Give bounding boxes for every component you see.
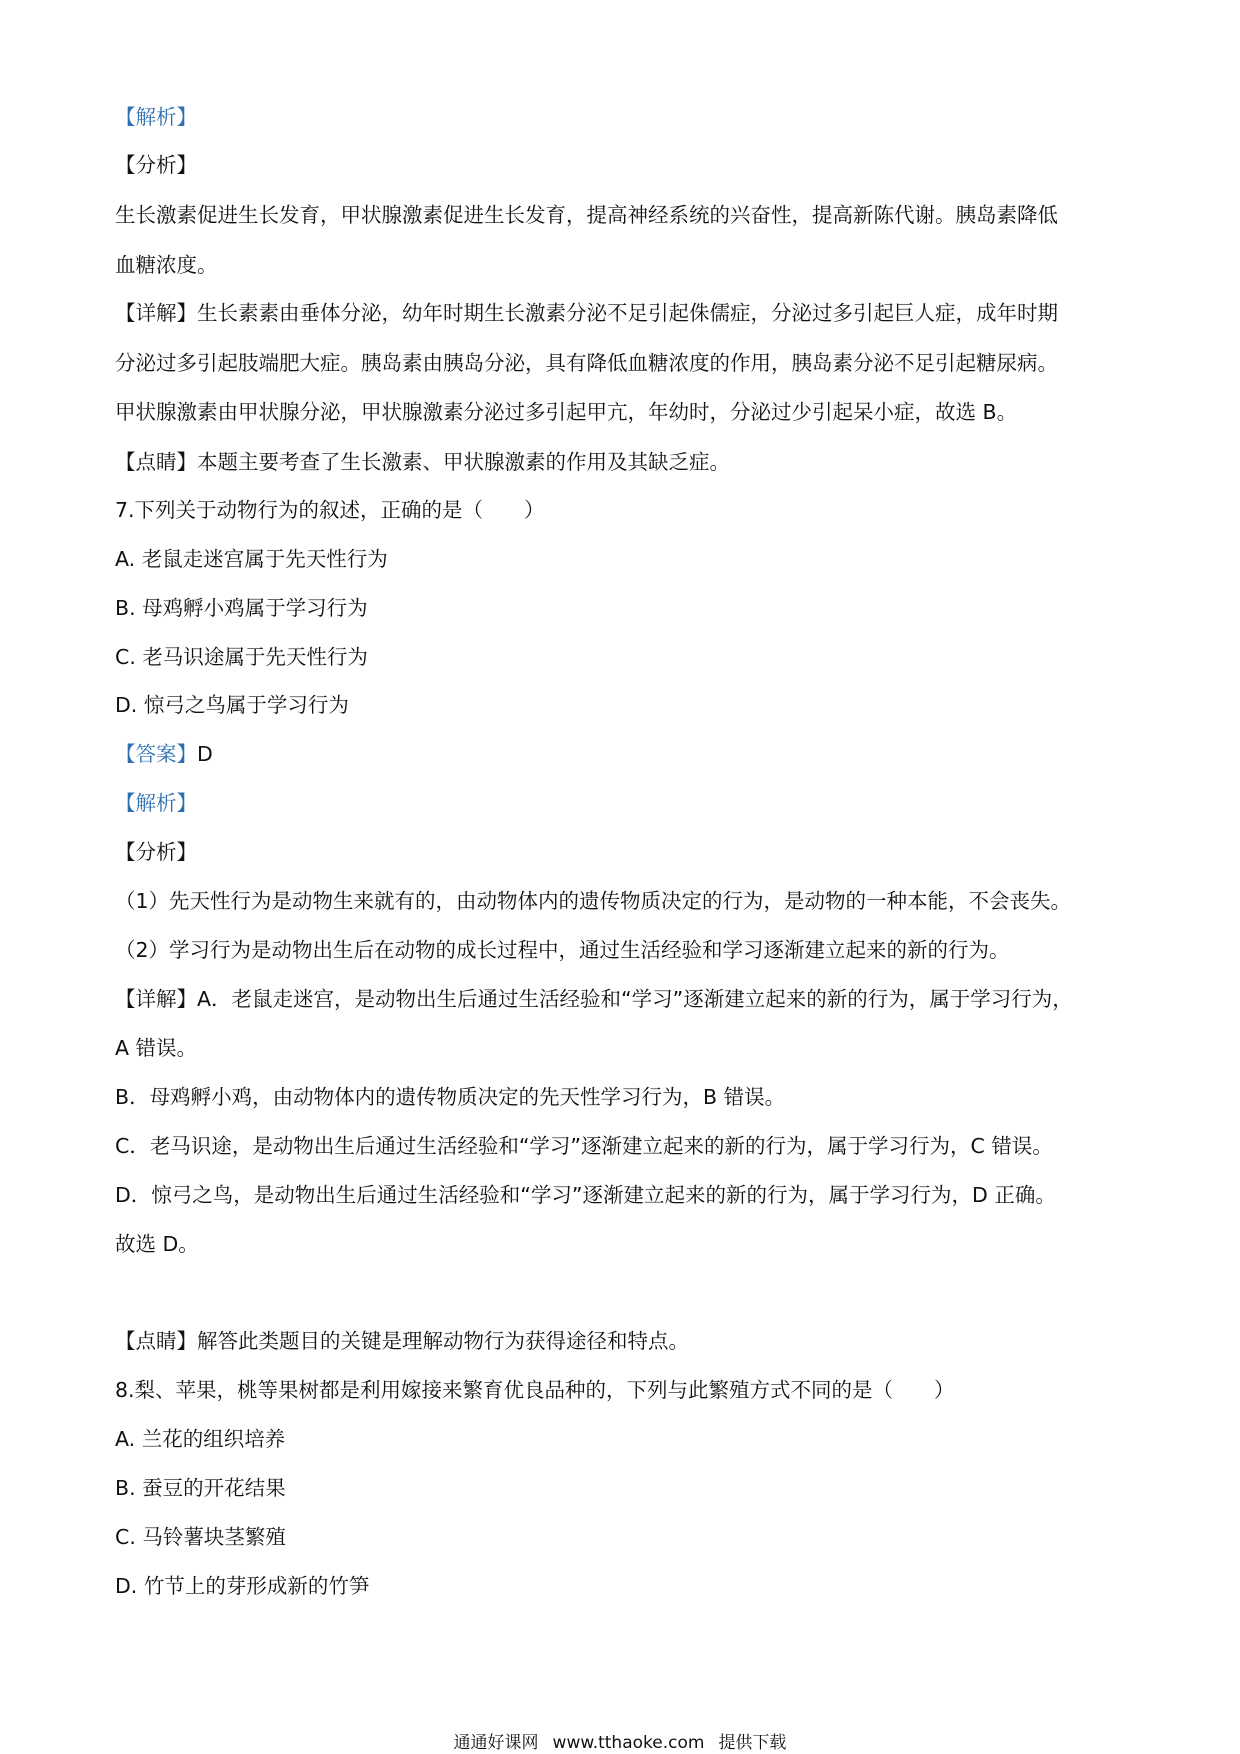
question-8-option-c: C. 马铃薯块茎繁殖 [115, 1525, 286, 1549]
detail-text: D．惊弓之鸟，是动物出生后通过生活经验和“学习”逐渐建立起来的新的行为，属于学习行为，D 正确。 [115, 1183, 1056, 1207]
fenxi-text: 生长激素促进生长发育，甲状腺激素促进生长发育，提高神经系统的兴奋性，提高新陈代谢。胰岛素降低 [115, 203, 1058, 227]
fenxi-text: 血糖浓度。 [115, 253, 218, 277]
question-7-option-a: A. 老鼠走迷宫属于先天性行为 [115, 547, 388, 571]
question-7-option-c: C. 老马识途属于先天性行为 [115, 645, 368, 669]
question-8-option-d: D. 竹节上的芽形成新的竹笋 [115, 1574, 370, 1598]
page-footer [0, 1732, 1240, 1754]
footer-site-name: 通通好课网 [453, 1733, 539, 1753]
question-7-stem: 7.下列关于动物行为的叙述，正确的是（ ） [115, 498, 545, 522]
answer-paragraph [115, 739, 213, 769]
question-8-stem: 8.梨、苹果，桃等果树都是利用嫁接来繁育优良品种的，下列与此繁殖方式不同的是（ ） [115, 1378, 955, 1402]
question-7-option-d: D. 惊弓之鸟属于学习行为 [115, 693, 349, 717]
detail-paragraph [115, 298, 1058, 328]
detail-text: A．老鼠走迷宫，是动物出生后通过生活经验和“学习”逐渐建立起来的新的行为，属于学习行为， [197, 987, 1073, 1011]
comment-tag: 【点睛】 [115, 1329, 197, 1353]
comment-paragraph [115, 1326, 689, 1356]
answer-value: D [197, 742, 213, 766]
fenxi-text: （2）学习行为是动物出生后在动物的成长过程中，通过生活经验和学习逐渐建立起来的新的行为。 [115, 938, 1010, 962]
detail-text: A 错误。 [115, 1036, 198, 1060]
detail-text: 故选 D。 [115, 1232, 199, 1256]
detail-paragraph [115, 984, 1073, 1014]
comment-tag: 【点睛】 [115, 450, 197, 474]
comment-text: 解答此类题目的关键是理解动物行为获得途径和特点。 [197, 1329, 689, 1353]
fenxi-tag: 【分析】 [115, 840, 197, 864]
detail-text: 分泌过多引起肢端肥大症。胰岛素由胰岛分泌，具有降低血糖浓度的作用，胰岛素分泌不足引起糖尿病。 [115, 351, 1058, 375]
detail-text: 甲状腺激素由甲状腺分泌，甲状腺激素分泌过多引起甲亢，年幼时，分泌过少引起呆小症，故选 B。 [115, 400, 1018, 424]
detail-text: 生长素素由垂体分泌，幼年时期生长激素分泌不足引起侏儒症，分泌过多引起巨人症，成年时期 [197, 301, 1058, 325]
detail-tag: 【详解】 [115, 301, 197, 325]
fenxi-tag: 【分析】 [115, 153, 197, 177]
footer-url[interactable]: www.tthaoke.com [552, 1733, 705, 1753]
question-8-option-a: A. 兰花的组织培养 [115, 1427, 286, 1451]
detail-text: B．母鸡孵小鸡，由动物体内的遗传物质决定的先天性学习行为，B 错误。 [115, 1085, 786, 1109]
analysis-tag: 【解析】 [115, 105, 197, 129]
detail-text: C．老马识途，是动物出生后通过生活经验和“学习”逐渐建立起来的新的行为，属于学习行为，C 错误。 [115, 1134, 1053, 1158]
question-7-option-b: B. 母鸡孵小鸡属于学习行为 [115, 596, 368, 620]
detail-tag: 【详解】 [115, 987, 197, 1011]
comment-paragraph [115, 447, 730, 477]
comment-text: 本题主要考查了生长激素、甲状腺激素的作用及其缺乏症。 [197, 450, 730, 474]
fenxi-text: （1）先天性行为是动物生来就有的，由动物体内的遗传物质决定的行为，是动物的一种本能，不会丧失。 [115, 889, 1072, 913]
question-8-option-b: B. 蚕豆的开花结果 [115, 1476, 286, 1500]
answer-tag: 【答案】 [115, 742, 197, 766]
analysis-tag: 【解析】 [115, 791, 197, 815]
footer-note: 提供下载 [718, 1733, 787, 1753]
